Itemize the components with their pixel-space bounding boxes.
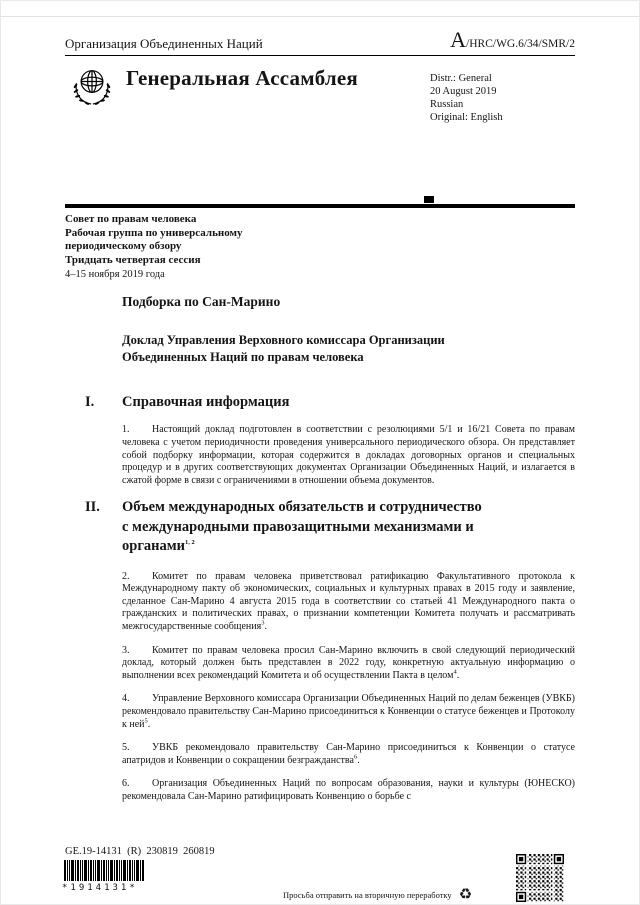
doc-subtitle: Доклад Управления Верховного комиссара Организации Объединенных Наций по правам человека <box>122 333 445 364</box>
paragraph-number: 3. <box>122 644 130 656</box>
registration-mark <box>424 196 434 203</box>
section-heading-text: Справочная информация <box>122 394 290 410</box>
section-ii <box>85 498 575 803</box>
section-heading <box>85 498 490 556</box>
paragraph <box>122 424 575 487</box>
qr-code-icon <box>516 854 564 905</box>
session-block <box>65 213 293 282</box>
doc-symbol-rest: /HRC/WG.6/34/SMR/2 <box>466 38 575 50</box>
un-emblem-icon <box>66 59 118 111</box>
section-number: II. <box>85 499 100 516</box>
footnote-ref: 6 <box>353 753 358 761</box>
paragraph-number: 5. <box>122 742 130 754</box>
paragraph <box>122 742 575 767</box>
section-number: I. <box>85 394 95 410</box>
paragraph-text: Настоящий доклад подготовлен в соответствии с резолюциями 5/1 и 16/21 Совета по правам человека с учетом периодичности проведения универсального периодического обзора. Он представляет собой подборку информации, которая содержится в докладах договорных органов и специальных процедур и в других соответствующих документах Организации Объединенных Наций, и излагается в сжатой форме в связи с ограничениями в отношении объема документов. <box>122 424 575 486</box>
paragraph <box>122 778 575 803</box>
footnote-ref: 4 <box>453 668 457 676</box>
session-body: Совет по правам человека <box>65 213 197 225</box>
masthead-title: Генеральная Ассамблея <box>126 66 358 90</box>
footnote-ref: 1, 2 <box>184 539 195 547</box>
paragraph <box>122 693 575 731</box>
paragraph-number: 1. <box>122 424 130 436</box>
masthead-rule <box>65 204 575 208</box>
paragraph-text: Управление Верховного комиссара Организации Объединенных Наций по делам беженцев (УВКБ) рекомендовало правительству Сан-Марино присоединиться к Конвенции о статусе беженцев и Протоколу к ней <box>122 693 575 730</box>
footer-ge-number: GE.19-14131 (R) 230819 260819 <box>65 846 215 857</box>
recycle-icon: ♻ <box>458 885 473 903</box>
paragraph-number: 4. <box>122 693 130 705</box>
paragraph <box>122 645 575 683</box>
doc-title: Подборка по Сан-Марино <box>122 294 281 309</box>
paragraph-tail: . <box>147 718 151 730</box>
distribution-line: Russian <box>430 99 464 110</box>
paragraph-tail: . <box>456 669 460 681</box>
paragraph-text: Комитет по правам человека приветствовал ратификацию Факультативного протокола к Международному пакту об экономических, социальных и культурных правах в 2015 году и заявление, сделанное Сан-Марино 4 августа 2015 года в соответствии со статьей 41 Международного пакта о гражданских и политических правах, о признании компетенции Комитета получать и рассматривать межгосударственные сообщения <box>122 570 575 633</box>
distribution-line: 20 August 2019 <box>430 86 497 97</box>
paragraph-number: 2. <box>122 570 130 582</box>
distribution-line: Original: English <box>430 112 503 123</box>
recycle-note <box>283 887 472 902</box>
section-i <box>85 393 575 487</box>
section-heading-text: Объем международных обязательств и сотрудничество с международными правозащитными механизмами и органами <box>122 499 482 555</box>
paragraph <box>122 571 575 634</box>
page-edge-line <box>0 16 640 17</box>
footnote-ref: 5 <box>144 717 148 725</box>
paragraph-text: Комитет по правам человека просил Сан-Марино включить в свой следующий периодический доклад, который должен быть представлен в 2022 году, конкретную актуальную информацию о выполнении всех рекомендаций Комитета и об осуществлении Пакта в целом <box>122 644 575 681</box>
section-heading <box>85 393 490 412</box>
header-rule <box>65 55 575 56</box>
footnote-ref: 3 <box>261 619 265 627</box>
paragraph-tail: . <box>357 754 360 766</box>
session-name: Тридцать четвертая сессия <box>65 253 201 266</box>
paragraph-number: 6. <box>122 778 130 790</box>
doc-symbol <box>450 27 575 53</box>
main-content <box>85 294 575 815</box>
distribution-line: Distr.: General <box>430 73 492 84</box>
session-working-group: Рабочая группа по универсальному периодическому обзору <box>65 226 243 252</box>
header-org-name: Организация Объединенных Наций <box>65 36 263 51</box>
recycle-text: Просьба отправить на вторичную переработку <box>283 889 452 900</box>
barcode-caption: *1914131* <box>62 883 138 893</box>
paragraph-tail: . <box>264 621 267 633</box>
distribution-block <box>430 72 503 124</box>
paragraph-text: Организация Объединенных Наций по вопросам образования, науки и культуры (ЮНЕСКО) рекомендовала Сан-Марино ратифицировать Конвенцию о борьбе с <box>122 778 575 802</box>
session-dates: 4–15 ноября 2019 года <box>65 269 165 280</box>
doc-symbol-letter: A <box>450 27 467 52</box>
paragraph-text: УВКБ рекомендовало правительству Сан-Марино присоединиться к Конвенции о статусе апатридов и Конвенции о сокращении безгражданства <box>122 742 575 766</box>
